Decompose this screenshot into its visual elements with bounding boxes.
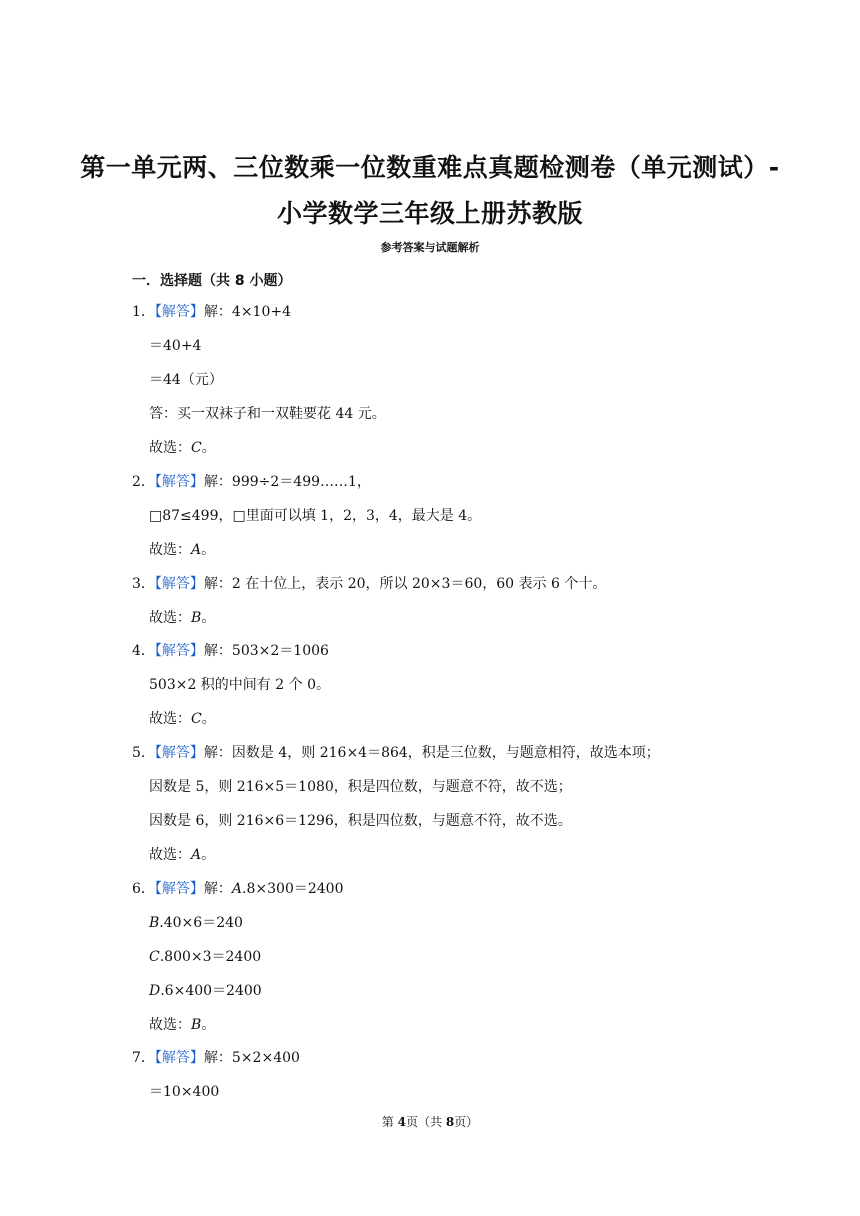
sentence-end: 。 (201, 542, 216, 558)
footer-suffix: 页） (454, 1115, 479, 1129)
option-letter-a: A (231, 881, 243, 897)
answer-letter: A (191, 542, 202, 558)
solution-text: 解：999÷2＝499……1， (203, 474, 371, 490)
answer-3-first-line (132, 574, 606, 594)
answer-3-choice (149, 608, 215, 628)
answer-2-choice (149, 540, 215, 560)
solution-text: 解：503×2＝1006 (203, 643, 329, 659)
sentence-end: 。 (201, 847, 216, 863)
choose-prefix: 故选： (149, 711, 191, 727)
option-letter-c: C (149, 949, 160, 965)
answer-1-choice (149, 438, 216, 458)
answer-letter: C (191, 711, 202, 727)
answer-1-line-3: ＝44（元） (149, 372, 223, 388)
answer-5-choice (149, 845, 215, 865)
choose-prefix: 故选： (149, 1017, 191, 1033)
option-c-expression: .800×3＝2400 (159, 949, 262, 965)
answer-1-first-line (132, 302, 291, 322)
solution-text: 解：5×2×400 (203, 1050, 300, 1066)
current-page-number: 4 (397, 1115, 406, 1129)
question-number: 5． (132, 745, 155, 761)
choose-prefix: 故选： (149, 610, 191, 626)
answer-1-line-2: ＝40+4 (149, 338, 202, 354)
choose-prefix: 故选： (149, 847, 191, 863)
answer-7-line-2: ＝10×400 (149, 1084, 220, 1100)
answer-6-option-d (149, 981, 262, 1001)
choose-prefix: 故选： (149, 542, 191, 558)
footer-prefix: 第 (381, 1115, 398, 1129)
question-number: 7． (132, 1050, 155, 1066)
solution-text: 解：因数是 4，则 216×4＝864，积是三位数，与题意相符，故选本项； (203, 745, 660, 761)
total-page-count: 8 (445, 1115, 455, 1129)
question-number: 2． (132, 474, 155, 490)
document-subtitle: 参考答案与试题解析 (380, 241, 480, 254)
choose-prefix: 故选： (149, 440, 191, 456)
answer-4-first-line (132, 641, 329, 661)
answer-7-first-line (132, 1048, 300, 1068)
solution-text: 解：4×10+4 (203, 304, 292, 320)
solution-tag: 【解答】 (154, 881, 204, 897)
option-b-expression: .40×6＝240 (159, 915, 243, 931)
answer-letter: B (191, 610, 202, 626)
question-number: 1． (132, 304, 155, 320)
question-number: 3． (132, 576, 155, 592)
solution-text: 解： (203, 881, 232, 897)
answer-6-option-c (149, 947, 261, 967)
question-number: 6． (132, 881, 155, 897)
answer-5-line-2: 因数是 5，则 216×5＝1080，积是四位数，与题意不符，故不选； (149, 779, 572, 795)
sentence-end: 。 (201, 1017, 216, 1033)
document-title-line-1: 第一单元两、三位数乘一位数重难点真题检测卷（单元测试）- (80, 153, 780, 182)
solution-text: 解：2 在十位上，表示 20，所以 20×3＝60，60 表示 6 个十。 (203, 576, 607, 592)
solution-tag: 【解答】 (154, 1050, 204, 1066)
answer-4-choice (149, 709, 216, 729)
section-heading: 一．选择题（共 8 小题） (132, 273, 292, 289)
footer-middle: 页（共 (405, 1115, 446, 1129)
answer-5-first-line (132, 743, 660, 763)
answer-6-choice (149, 1015, 215, 1035)
answer-letter: A (191, 847, 202, 863)
answer-2-first-line (132, 472, 371, 492)
solution-tag: 【解答】 (154, 576, 204, 592)
answer-4-line-2: 503×2 积的中间有 2 个 0。 (149, 677, 330, 693)
answer-letter: C (191, 440, 202, 456)
solution-tag: 【解答】 (154, 304, 204, 320)
answer-2-line-2: □87≤499，□里面可以填 1，2，3，4，最大是 4。 (149, 508, 482, 524)
question-number: 4． (132, 643, 155, 659)
answer-6-first-line (132, 879, 344, 899)
option-a-expression: .8×300＝2400 (242, 881, 344, 897)
sentence-end: 。 (201, 440, 216, 456)
answer-1-line-4: 答：买一双袜子和一双鞋要花 44 元。 (149, 406, 386, 422)
sentence-end: 。 (201, 711, 216, 727)
solution-tag: 【解答】 (154, 643, 204, 659)
solution-tag: 【解答】 (154, 745, 204, 761)
answer-5-line-3: 因数是 6，则 216×6＝1296，积是四位数，与题意不符，故不选。 (149, 813, 572, 829)
answer-6-option-b (149, 913, 243, 933)
solution-tag: 【解答】 (154, 474, 204, 490)
option-letter-d: D (149, 983, 161, 999)
answer-letter: B (191, 1017, 202, 1033)
page-footer (0, 1113, 860, 1130)
option-d-expression: .6×400＝2400 (160, 983, 262, 999)
sentence-end: 。 (201, 610, 216, 626)
option-letter-b: B (149, 915, 160, 931)
document-title-line-2: 小学数学三年级上册苏教版 (276, 199, 583, 228)
